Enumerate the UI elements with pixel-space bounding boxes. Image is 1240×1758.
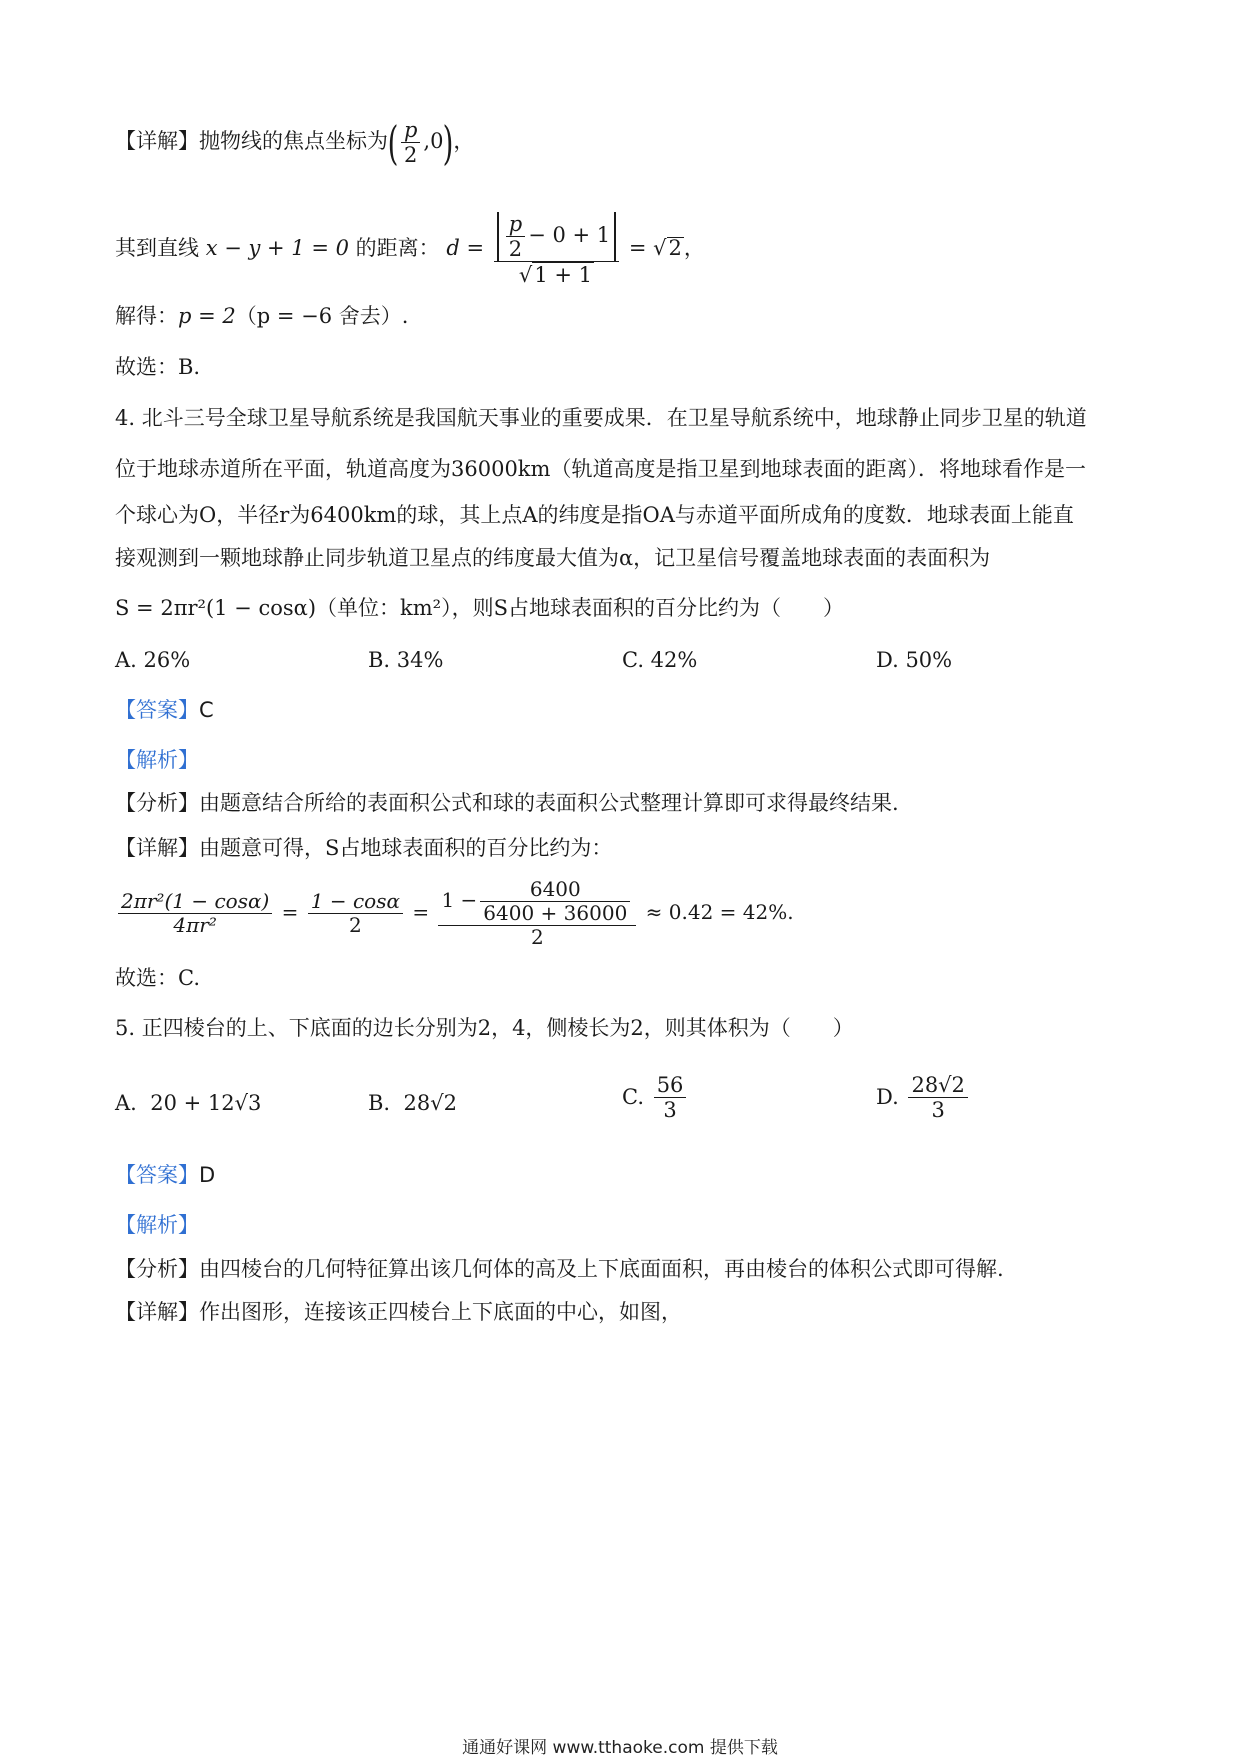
xiangjie-5: 【详解】作出图形，连接该正四棱台上下底面的中心，如图， bbox=[115, 1300, 682, 1324]
q5-option-a: A. 20 + 12√3 bbox=[115, 1091, 262, 1115]
q4-option-c: C. 42% bbox=[622, 648, 698, 672]
detail-focus-line: 【详解】抛物线的焦点坐标为( $\frac{p}{2}$ ,0)， bbox=[115, 115, 475, 170]
footer-watermark: 通通好课网 www.tthaoke.com 提供下载 bbox=[462, 1738, 778, 1758]
answer-4: 【答案】C bbox=[115, 698, 214, 722]
q5-line-1: 5. 正四棱台的上、下底面的边长分别为2，4，侧棱长为2，则其体积为（ ） bbox=[115, 1016, 854, 1040]
analysis-tag-5: 【解析】 bbox=[115, 1213, 199, 1237]
answer-5: 【答案】D bbox=[115, 1163, 216, 1187]
analysis-tag-4: 【解析】 bbox=[115, 748, 199, 772]
q5-option-b: B. 28√2 bbox=[368, 1091, 457, 1115]
answer-tag: 【答案】 bbox=[115, 698, 199, 722]
fenxi-5: 【分析】由四棱台的几何特征算出该几何体的高及上下底面面积，再由棱台的体积公式即可得解. bbox=[115, 1257, 1004, 1281]
absolute-value: $\frac{p}{2}$ − 0 + 1 bbox=[497, 212, 616, 261]
fenxi-4: 【分析】由题意结合所给的表面积公式和球的表面积公式整理计算即可求得最终结果. bbox=[115, 791, 899, 815]
fraction-1: $\frac{\text{2πr²(1 − cosα)}}{\text{4πr²}}$ bbox=[118, 890, 272, 937]
right-paren: ) bbox=[443, 115, 454, 170]
distance-line: 其到直线 x − y + 1 = 0 的距离： d = $\frac{p}{2}$ − 0 + 1 √1 + 1 = √2， bbox=[115, 212, 705, 288]
choose-c: 故选：C. bbox=[115, 966, 200, 990]
left-paren: ( bbox=[387, 115, 399, 170]
q5-option-c: C. $\frac{56}{3}$ bbox=[622, 1073, 689, 1122]
q4-line-2: 位于地球赤道所在平面，轨道高度为36000km（轨道高度是指卫星到地球表面的距离）．将地球看作是一 bbox=[115, 457, 1086, 481]
sqrt-two: √2 bbox=[653, 236, 682, 261]
q4-option-b: B. 34% bbox=[368, 648, 444, 672]
line-equation: x − y + 1 = 0 bbox=[205, 236, 349, 261]
fraction-3: 1 − $\frac{6400}{6400 + 36000}$ 2 bbox=[438, 878, 636, 949]
q5-option-d: D. $\frac{28√2}{3}$ bbox=[876, 1073, 971, 1122]
q4-line-4: 接观测到一颗地球静止同步轨道卫星点的纬度最大值为α，记卫星信号覆盖地球表面的表面积为 bbox=[115, 546, 991, 570]
percentage-calculation: $\frac{\text{2πr²(1 − cosα)}}{\text{4πr²}}$ = $\frac{1 - \cos\alpha}{2}$ = 1 − $\frac{6400}{6400 + 36000}$ 2 ≈ 0.42 = 42%. bbox=[115, 878, 794, 949]
q4-line-3: 个球心为O，半径r为6400km的球，其上点A的纬度是指OA与赤道平面所成角的度数．地球表面上能直 bbox=[115, 503, 1074, 527]
fraction-2: $\frac{1 - \cos\alpha}{2}$ bbox=[308, 890, 403, 937]
choose-b: 故选：B. bbox=[115, 355, 201, 379]
distance-fraction: $\frac{p}{2}$ − 0 + 1 √1 + 1 bbox=[494, 212, 619, 287]
q4-line-5: S = 2πr²(1 − cosα)（单位：km²），则S占地球表面积的百分比约为（ ） bbox=[115, 596, 844, 620]
fraction-3-inner: $\frac{6400}{6400 + 36000}$ bbox=[480, 878, 630, 925]
xiangjie-4: 【详解】由题意可得，S占地球表面积的百分比约为： bbox=[115, 836, 613, 860]
q4-option-d: D. 50% bbox=[876, 648, 953, 672]
answer-tag: 【答案】 bbox=[115, 1163, 199, 1187]
sqrt-denominator: 1 + 1 bbox=[534, 263, 592, 288]
q4-option-a: A. 26% bbox=[115, 648, 191, 672]
detail-focus-text: 【详解】抛物线的焦点坐标为 bbox=[115, 129, 388, 154]
solve-line: 解得：p = 2（p = −6 舍去）. bbox=[115, 304, 409, 328]
p-over-2-fraction: $\frac{p}{2}$ bbox=[401, 118, 420, 167]
q4-line-1: 4. 北斗三号全球卫星导航系统是我国航天事业的重要成果．在卫星导航系统中，地球静止同步卫星的轨道 bbox=[115, 406, 1087, 430]
